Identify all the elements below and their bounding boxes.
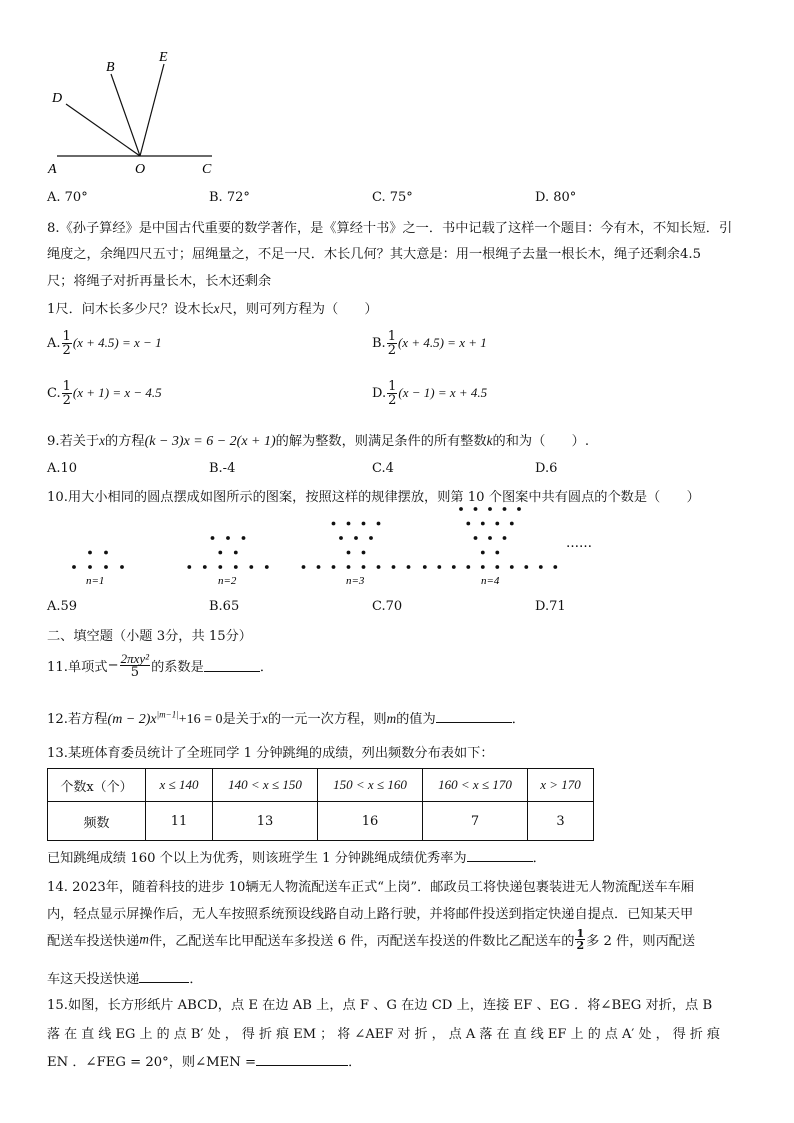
table-header-cell: 个数x（个） [48,769,146,802]
option-label: A. [47,336,61,351]
q10-option-b[interactable]: B.65 [209,599,240,614]
pattern-dot [553,565,557,569]
q12-exponent: |m−1| [156,709,179,720]
q14-end: ． [189,972,203,987]
q8-line4-a: 1尺．问木长多少尺？设木长 [47,302,214,317]
pattern-dot [510,565,514,569]
table-header-cell: x ≤ 140 [146,769,213,802]
q14-text-b: 件，乙配送车比甲配送车多投送 6 件，丙配送车投送的件数比乙配送车的 [148,934,575,949]
pattern-dot [407,565,411,569]
pattern-dot [234,551,238,555]
pattern-dot [302,565,306,569]
q12-text-b: 是关于 [222,712,263,727]
label-e: E [159,50,168,65]
pattern-dot [218,565,222,569]
pattern-dot [332,522,336,526]
q9-option-a[interactable]: A.10 [47,461,78,476]
q12-equation: (m − 2)x [107,712,157,727]
q15-line1: 15.如图，长方形纸片 ABCD，点 E 在边 AB 上，点 F 、G 在边 CD 上，连接 EF 、EG ．将∠BEG 对折，点 B [47,998,713,1013]
pattern-dot [347,551,351,555]
fraction: $\frac{1}{2}$ [62,329,71,358]
pattern-dot [362,551,366,555]
pattern-dot [242,536,246,540]
table-cell: 11 [146,802,213,841]
pattern-dot [104,565,108,569]
pattern-dot [249,565,253,569]
label-a: A [48,162,57,177]
pattern-label-2: n=2 [218,575,237,587]
q8-option-c[interactable] [47,380,162,407]
label-c: C [202,162,212,177]
pattern-dot [369,536,373,540]
q8-option-a[interactable] [47,330,162,357]
q12-text-a: 12.若方程 [47,712,108,727]
pattern-dot [218,551,222,555]
dot-pattern-figure [0,505,620,590]
q9-text-d: 的和为（ ）. [492,434,590,449]
q13-after [47,847,546,866]
pattern-dot [452,565,456,569]
q15-end: ． [348,1055,362,1070]
q12-answer-blank[interactable] [436,710,512,723]
pattern-dot [495,522,499,526]
label-o: O [135,162,146,177]
dot-group [72,507,557,569]
option-expr: (x + 1) = x − 4.5 [72,385,162,400]
frequency-table [47,768,594,841]
table-header-cell: 150 < x ≤ 160 [318,769,423,802]
pattern-label-1: n=1 [86,575,105,587]
table-cell: 16 [318,802,423,841]
pattern-dot [466,522,470,526]
q14-line2: 内，轻点显示屏操作后，无人车按照系统预设线路自动上路行驶，并将邮件投送到指定快递自提点．已知某天甲 [47,907,694,922]
pattern-dot [354,536,358,540]
table-header-cell: 140 < x ≤ 150 [213,769,318,802]
pattern-dot [495,551,499,555]
fraction: $\frac{1}{2}$ [62,379,71,408]
option-expr: (x + 4.5) = x + 1 [397,335,487,350]
q12-text-c: 的一元一次方程，则 [267,712,387,727]
option-expr: (x + 4.5) = x − 1 [72,335,162,350]
pattern-dot [120,565,124,569]
q11-answer-blank[interactable] [204,659,260,672]
fraction: $\frac{1}{2}$ [387,329,396,358]
label-d: D [52,91,63,106]
q10-option-d[interactable]: D.71 [535,599,566,614]
q8-var-x: x [213,301,220,316]
pattern-dot [481,565,485,569]
q14-var-m: m [139,931,149,947]
pattern-dot [88,551,92,555]
q11-end: ． [259,660,273,675]
option-expr: (x − 1) = x + 4.5 [398,385,488,400]
option-label: C. [47,386,61,401]
q9-option-d[interactable]: D.6 [535,461,558,476]
table-header-row [48,769,594,802]
q13-stem: 13.某班体育委员统计了全班同学 1 分钟跳绳的成绩，列出频数分布表如下： [47,746,494,761]
section-title: 二、填空题（小题 3分，共 15分） [47,629,252,644]
q9-option-c[interactable]: C.4 [372,461,394,476]
q12-text-d: 的值为 [396,712,436,727]
fraction: $\frac{1}{2}$ [388,379,397,408]
table-header-cell: 160 < x ≤ 170 [423,769,528,802]
q11-fraction: $\frac{\text{2πxy²}}{5}$ [120,651,150,680]
pattern-dot [517,507,521,511]
q7-option-c[interactable]: C. 75° [372,190,413,205]
pattern-dot [347,522,351,526]
pattern-dot [495,565,499,569]
q14-line4 [47,968,203,987]
q15-line3 [47,1051,361,1070]
pattern-dot [466,565,470,569]
q9-text-a: 9.若关于 [47,434,100,449]
q8-line4 [47,298,378,317]
q9-var-k: k [486,433,493,448]
q10-stem: 10.用大小相同的圆点摆成如图所示的图案，按照这样的规律摆放，则第 10 个图案中共有圆点的个数是（ ） [47,490,700,505]
q11-minus: − [107,658,119,673]
pattern-dot [488,536,492,540]
q8-option-d[interactable] [372,380,487,407]
q12-var-x: x [262,711,268,726]
q14-answer-blank[interactable] [139,970,189,983]
q13-answer-blank[interactable] [467,849,533,862]
pattern-dot [488,507,492,511]
q14-line1: 14. 2023年，随着科技的进步 10辆无人物流配送车正式“上岗”．邮政员工将快递包裹装进无人物流配送车车厢 [47,880,695,895]
q14-text-a: 配送车投送快递 [47,934,140,949]
pattern-dot [332,565,336,569]
q15-line2: 落 在 直 线 EG 上 的 点 B′ 处 ， 得 折 痕 EM ； 将 ∠AEF 对 折 ， 点 A 落 在 直 线 EF 上 的 点 A′ 处 ， 得 折 痕 [47,1027,720,1042]
pattern-dot [88,565,92,569]
pattern-dot [503,507,507,511]
pattern-dot [104,551,108,555]
q14-text-c: 多 2 件，则丙配送 [586,934,696,949]
q9-stem [47,430,589,450]
q8-line1: 8.《孙子算经》是中国古代重要的数学著作，是《算经十书》之一．书中记载了这样一个题目：今有木，不知长短．引 [47,221,733,236]
table-cell: 3 [528,802,594,841]
pattern-dot [539,565,543,569]
q15-text-a: EN ．∠FEG = 20°，则∠MEN = [47,1055,257,1070]
q10-option-a[interactable]: A.59 [47,599,78,614]
q10-option-c[interactable]: C.70 [372,599,403,614]
pattern-label-4: n=4 [481,575,500,587]
pattern-dot [377,522,381,526]
pattern-dot [362,522,366,526]
pattern-dot [317,565,321,569]
table-cell: 13 [213,802,318,841]
pattern-label-3: n=3 [346,575,365,587]
q9-var-x: x [99,433,106,448]
q11-text-a: 11.单项式 [47,660,108,675]
pattern-dot [510,522,514,526]
q8-line2: 绳度之，余绳四尺五寸；屈绳量之，不足一尺．木长几何？其大意是：用一根绳子去量一根长木，绳子还剩余4.5 [47,247,701,262]
q9-option-b[interactable]: B.-4 [209,461,236,476]
pattern-dot [524,565,528,569]
pattern-dot [339,536,343,540]
pattern-dot [377,565,381,569]
ray-ob [111,74,140,156]
pattern-dot [474,507,478,511]
pattern-dot [203,565,207,569]
q13-end: ． [532,851,546,866]
q12-stem [47,708,525,728]
angle-figure [0,40,260,190]
q7-option-d[interactable]: D. 80° [535,190,577,205]
q14-fraction: $\frac{1}{2}$ [576,927,585,952]
pattern-dot [481,551,485,555]
q8-line3: 尺；将绳子对折再量长木，长木还剩余 [47,274,272,289]
ray-oe [140,64,164,156]
q9-text-b: 的方程 [105,434,145,449]
pattern-dot [474,536,478,540]
q9-equation: (k − 3)x = 6 − 2(x + 1) [144,434,276,449]
q8-option-b[interactable] [372,330,487,357]
table-row [48,802,594,841]
q7-option-b[interactable]: B. 72° [209,190,250,205]
table-cell: 7 [423,802,528,841]
table-cell: 频数 [48,802,146,841]
pattern-dot [437,565,441,569]
q12-end: ． [511,712,525,727]
pattern-dot [234,565,238,569]
option-label: B. [372,336,386,351]
table-header-cell: x > 170 [528,769,594,802]
pattern-dot [347,565,351,569]
label-b: B [106,60,115,75]
q11-stem [47,652,273,679]
pattern-dot [423,565,427,569]
q12-var-m: m [386,711,397,726]
q7-option-a[interactable]: A. 70° [47,190,88,205]
q11-text-b: 的系数是 [151,660,204,675]
q15-answer-blank[interactable] [256,1053,348,1066]
pattern-dot [265,565,269,569]
pattern-dot [226,536,230,540]
ray-od [66,104,140,156]
pattern-dot [481,522,485,526]
pattern-dot [72,565,76,569]
pattern-dot [459,507,463,511]
pattern-dot [211,536,215,540]
q12-equation-rest: +16 = 0 [178,712,223,727]
pattern-dot [503,536,507,540]
pattern-dot [392,565,396,569]
q14-text-d: 车这天投送快递 [47,972,140,987]
pattern-dot [362,565,366,569]
option-label: D. [372,386,387,401]
q9-text-c: 的解为整数，则满足条件的所有整数 [275,434,487,449]
q14-line3 [47,928,695,951]
q8-line4-b: 尺，则可列方程为（ ） [219,302,378,317]
pattern-dot [187,565,191,569]
pattern-ellipsis: …… [566,536,592,551]
q13-after-text: 已知跳绳成绩 160 个以上为优秀，则该班学生 1 分钟跳绳成绩优秀率为 [47,851,467,866]
